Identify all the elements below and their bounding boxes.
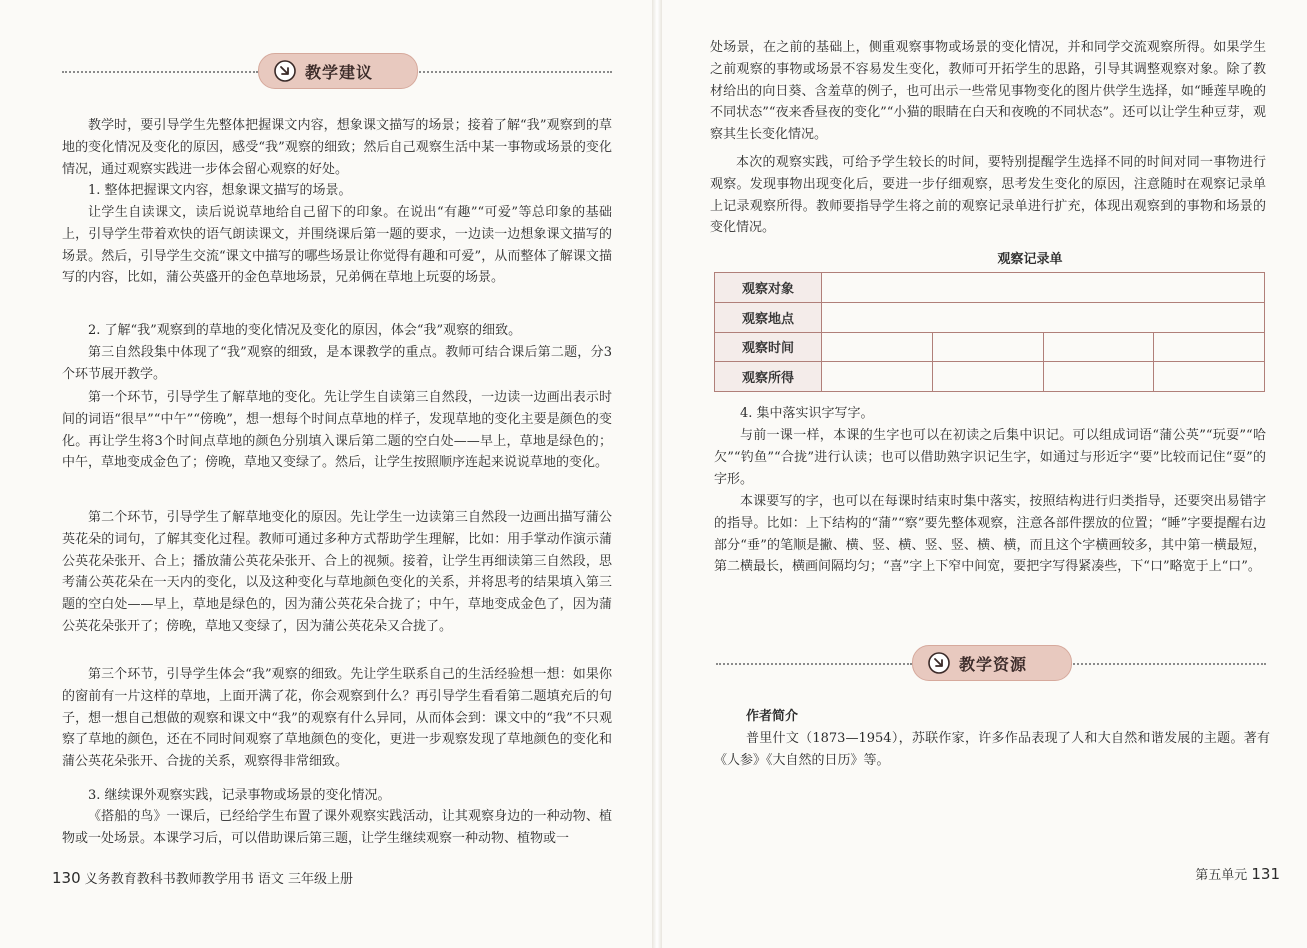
book-title: 义务教育教科书教师教学用书 语文 三年级上册 (84, 872, 354, 887)
arrow-circle-icon (927, 651, 951, 675)
table-row (715, 273, 1265, 303)
table-cell (1043, 362, 1154, 392)
table-row (715, 362, 1265, 392)
paragraph-practice-2: 本次的观察实践，可给予学生较长的时间，要特别提醒学生选择不同的时间对同一事物进行观察。发现事物出现变化后，要进一步仔细观察，思考发生变化的原因，注意随时在观察记录单上记录观察所得。教师要指导学生将之前的观察记录单进行扩充，体现出观察到的事物和场景的变化情况。 (710, 155, 1266, 236)
row-label: 观察对象 (715, 273, 822, 303)
paragraph-stage1: 第一个环节，引导学生了解草地的变化。先让学生自读第三自然段，一边读一边画出表示时间的词语“很早”“中午”“傍晚”，想一想每个时间点草地的样子，发现草地的变化主要是颜色的变化。再让学生将3个时间点草地的颜色分别填入课后第二题的空白处——早上，草地是绿色的；中午，草地变成金色了；傍晚，草地又变绿了。然后，让学生按照顺序连起来说说草地的变化。 (62, 390, 612, 471)
heading-1: 1. 整体把握课文内容，想象课文描写的场景。 (88, 183, 352, 198)
section-title: 教学资源 (959, 654, 1028, 674)
paragraph-step2-intro: 第三自然段集中体现了“我”观察的细致，是本课教学的重点。教师可结合课后第二题，分3个环节展开教学。 (62, 345, 612, 382)
section-header-teaching-suggestions (62, 51, 612, 91)
section-badge (912, 645, 1072, 681)
unit-label: 第五单元 (1195, 868, 1248, 883)
table-cell (932, 332, 1043, 362)
right-footer (1150, 864, 1280, 883)
heading-3: 3. 继续课外观察实践，记录事物或场景的变化情况。 (88, 788, 391, 803)
table-cell (932, 362, 1043, 392)
table-cell (1154, 362, 1265, 392)
table-cell (822, 362, 933, 392)
heading-2: 2. 了解“我”观察到的草地的变化情况及变化的原因，体会“我”观察的细致。 (88, 323, 522, 338)
arrow-circle-icon (273, 59, 297, 83)
section-badge (258, 53, 418, 89)
table-row (715, 302, 1265, 332)
table-cell (822, 332, 933, 362)
author-bio: 普里什文（1873—1954），苏联作家，许多作品表现了人和大自然和谐发展的主题。著有《人参》《大自然的日历》等。 (714, 731, 1270, 768)
table-cell (822, 273, 1265, 303)
page-number-right: 131 (1251, 865, 1280, 883)
dotted-rule-right (1070, 663, 1266, 665)
section-header-teaching-resources (716, 643, 1266, 683)
dotted-rule-left (62, 71, 258, 73)
paragraph-intro: 教学时，要引导学生先整体把握课文内容，想象课文描写的场景；接着了解“我”观察到的草地的变化情况及变化的原因，感受“我”观察的细致；然后自己观察生活中某一事物或场景的变化情况，通过观察实践进一步体会留心观察的好处。 (62, 118, 612, 177)
table-title: 观察记录单 (997, 252, 1063, 267)
paragraph-stage2: 第二个环节，引导学生了解草地变化的原因。先让学生一边读第三自然段一边画出描写蒲公英花朵的词句，了解其变化过程。教师可通过多种方式帮助学生理解，比如：用手掌动作演示蒲公英花朵张开、合上；播放蒲公英花朵张开、合上的视频。接着，让学生再细读第三自然段，思考蒲公英花朵在一天内的变化，以及这种变化与草地颜色变化的关系，并将思考的结果填入第三题的空白处——早上，草地是绿色的，因为蒲公英花朵合拢了；中午，草地变成金色了，因为蒲公英花朵张开了；傍晚，草地又变绿了，因为蒲公英花朵又合拢了。 (62, 510, 612, 634)
heading-4: 4. 集中落实识字写字。 (740, 406, 874, 421)
table-row (715, 332, 1265, 362)
table-cell (822, 302, 1265, 332)
table-cell (1043, 332, 1154, 362)
paragraph-writing: 本课要写的字，也可以在每课时结束时集中落实，按照结构进行归类指导，还要突出易错字的指导。比如：上下结构的“蒲”“察”要先整体观察，注意各部件摆放的位置；“睡”字要提醒右边部分“垂”的笔顺是撇、横、竖、横、竖、竖、横、横，而且这个字横画较多，其中第一横最短，第二横最长，横画间隔均匀；“喜”字上下窄中间宽，要把字写得紧凑些，下“口”略宽于上“口”。 (714, 494, 1266, 575)
paragraph-literacy: 与前一课一样，本课的生字也可以在初读之后集中识记。可以组成词语“蒲公英”“玩耍”“哈欠”“钓鱼”“合拢”进行认读；也可以借助熟字识记生字，如通过与形近字“要”比较而记住“耍”的字形。 (714, 428, 1266, 487)
row-label: 观察地点 (715, 302, 822, 332)
observation-record-table (714, 272, 1265, 392)
left-footer (52, 868, 452, 887)
dotted-rule-right (416, 71, 612, 73)
paragraph-practice: 《搭船的鸟》一课后，已经给学生布置了课外观察实践活动，让其观察身边的一种动物、植物或一处场景。本课学习后，可以借助课后第三题，让学生继续观察一种动物、植物或一 (62, 809, 612, 846)
paragraph-continuation: 处场景，在之前的基础上，侧重观察事物或场景的变化情况，并和同学交流观察所得。如果学生之前观察的事物或场景不容易发生变化，教师可开拓学生的思路，引导其调整观察对象。除了教材给出的向日葵、含羞草的例子，也可出示一些常见事物变化的图片供学生选择，如“睡莲早晚的不同状态”“夜来香昼夜的变化”“小猫的眼睛在白天和夜晚的不同状态”。还可以让学生种豆芽，观察其生长变化情况。 (710, 40, 1266, 143)
section-title: 教学建议 (305, 62, 374, 82)
book-gutter (652, 0, 662, 948)
paragraph-step1: 让学生自读课文，读后说说草地给自己留下的印象。在说出“有趣”“可爱”等总印象的基础上，引导学生带着欢快的语气朗读课文，并围绕课后第一题的要求，一边读一边想象课文描写的场景。然后，引导学生交流“课文中描写的哪些场景让你觉得有趣和可爱”，从而整体了解课文描写的内容，比如，蒲公英盛开的金色草地场景，兄弟俩在草地上玩耍的场景。 (62, 205, 612, 286)
row-label: 观察所得 (715, 362, 822, 392)
paragraph-stage3: 第三个环节，引导学生体会“我”观察的细致。先让学生联系自己的生活经验想一想：如果你的窗前有一片这样的草地，上面开满了花，你会观察到什么？再引导学生看看第二题填充后的句子，想一想自己想做的观察和课文中“我”的观察有什么异同，从而体会到：课文中的“我”不只观察了草地的颜色，还在不同时间观察了草地颜色的变化，更进一步观察发现了草地颜色的变化和蒲公英花朵张开、合拢的关系，观察得非常细致。 (62, 667, 612, 770)
dotted-rule-left (716, 663, 912, 665)
page-number-left: 130 (52, 869, 81, 887)
row-label: 观察时间 (715, 332, 822, 362)
author-heading: 作者简介 (746, 709, 799, 724)
table-cell (1154, 332, 1265, 362)
